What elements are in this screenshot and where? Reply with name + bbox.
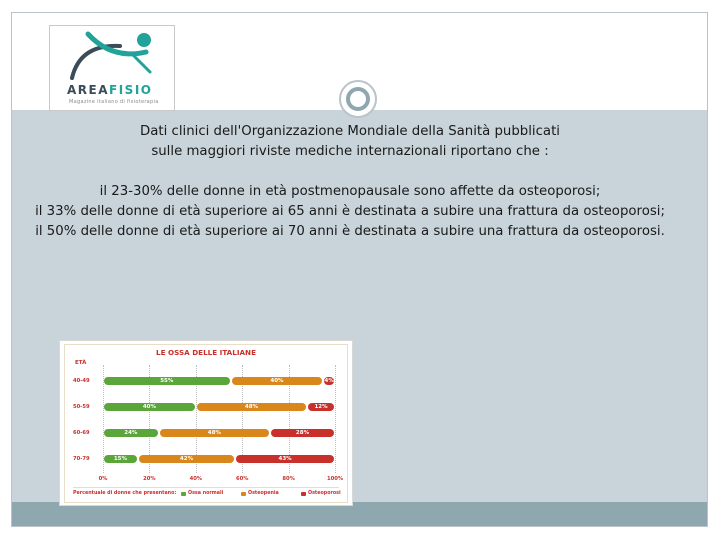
chart-data-label: 24% [124, 430, 138, 436]
logo-figure-icon [50, 26, 174, 82]
logo [49, 25, 175, 111]
chart-data-label: 12% [314, 404, 328, 410]
chart-data-label: 40% [270, 378, 284, 384]
legend-entry: Osteoporosi [308, 491, 341, 496]
legend-entry: Osteopenia [248, 491, 279, 496]
fact-item: il 50% delle donne di età superiore ai 70 anni è destinata a subire una frattura da osteoporosi. [35, 224, 665, 239]
chart-bar-segment [232, 377, 323, 385]
legend-swatch [301, 492, 306, 496]
intro-line-1: Dati clinici dell'Organizzazione Mondiale della Sanità pubblicati [139, 124, 560, 139]
logo-wordmark-right: FISIO [109, 83, 153, 97]
slide [11, 12, 708, 527]
chart-data-label: 48% [207, 430, 221, 436]
chart-category-axis-label: ETÀ [75, 360, 87, 366]
fact-item: il 23-30% delle donne in età postmenopausale sono affette da osteoporosi; [99, 184, 601, 199]
chart-x-tick-label: 100% [326, 476, 344, 482]
divider-ring-icon [339, 80, 377, 118]
chart-ossa-italiane [64, 344, 348, 503]
legend-swatch [181, 492, 186, 496]
chart-bar-segment [104, 403, 195, 411]
chart-bar-segment [308, 403, 334, 411]
chart-image [59, 340, 353, 506]
chart-bar-segment [104, 377, 230, 385]
logo-wordmark [67, 83, 153, 97]
slide-text [30, 122, 670, 242]
chart-data-label: 43% [278, 456, 292, 462]
chart-x-tick-label: 0% [98, 476, 108, 482]
chart-x-tick-label: 60% [235, 476, 249, 482]
chart-bar-segment [104, 455, 137, 463]
logo-wordmark-left: AREA [67, 83, 110, 97]
chart-bar-segment [271, 429, 334, 437]
chart-data-label: 4% [324, 378, 334, 384]
chart-bar-segment [197, 403, 306, 411]
legend-entry: Ossa normali [188, 491, 224, 496]
chart-bar-segment [324, 377, 334, 385]
chart-category-label: 70-79 [73, 456, 90, 462]
chart-gridline [335, 365, 336, 473]
chart-legend [73, 487, 339, 499]
fact-item: il 33% delle donne di età superiore ai 65 anni è destinata a subire una frattura da osteoporosi; [35, 204, 665, 219]
logo-tagline: Magazine italiano di fisioterapia [69, 99, 159, 105]
chart-data-label: 48% [244, 404, 259, 410]
chart-category-label: 40-49 [73, 378, 90, 384]
chart-data-label: 40% [142, 404, 156, 410]
chart-bar-segment [160, 429, 269, 437]
chart-category-label: 50-59 [73, 404, 90, 410]
chart-category-label: 60-69 [73, 430, 90, 436]
chart-bar-segment [236, 455, 334, 463]
intro-line-2: sulle maggiori riviste mediche internazionali riportano che : [151, 144, 549, 159]
chart-x-tick-label: 20% [143, 476, 156, 482]
chart-bar-segment [104, 429, 158, 437]
chart-title: LE OSSA DELLE ITALIANE [156, 348, 256, 357]
chart-x-tick-label: 40% [189, 476, 202, 482]
chart-data-label: 55% [160, 378, 174, 384]
chart-x-tick-label: 80% [282, 476, 295, 482]
chart-bar-segment [139, 455, 234, 463]
legend-caption: Percentuale di donne che presentano: [73, 491, 177, 496]
legend-swatch [241, 492, 246, 496]
chart-data-label: 28% [295, 430, 310, 436]
divider-ring-inner [346, 87, 370, 111]
chart-data-label: 15% [113, 456, 127, 462]
chart-data-label: 42% [179, 456, 194, 462]
